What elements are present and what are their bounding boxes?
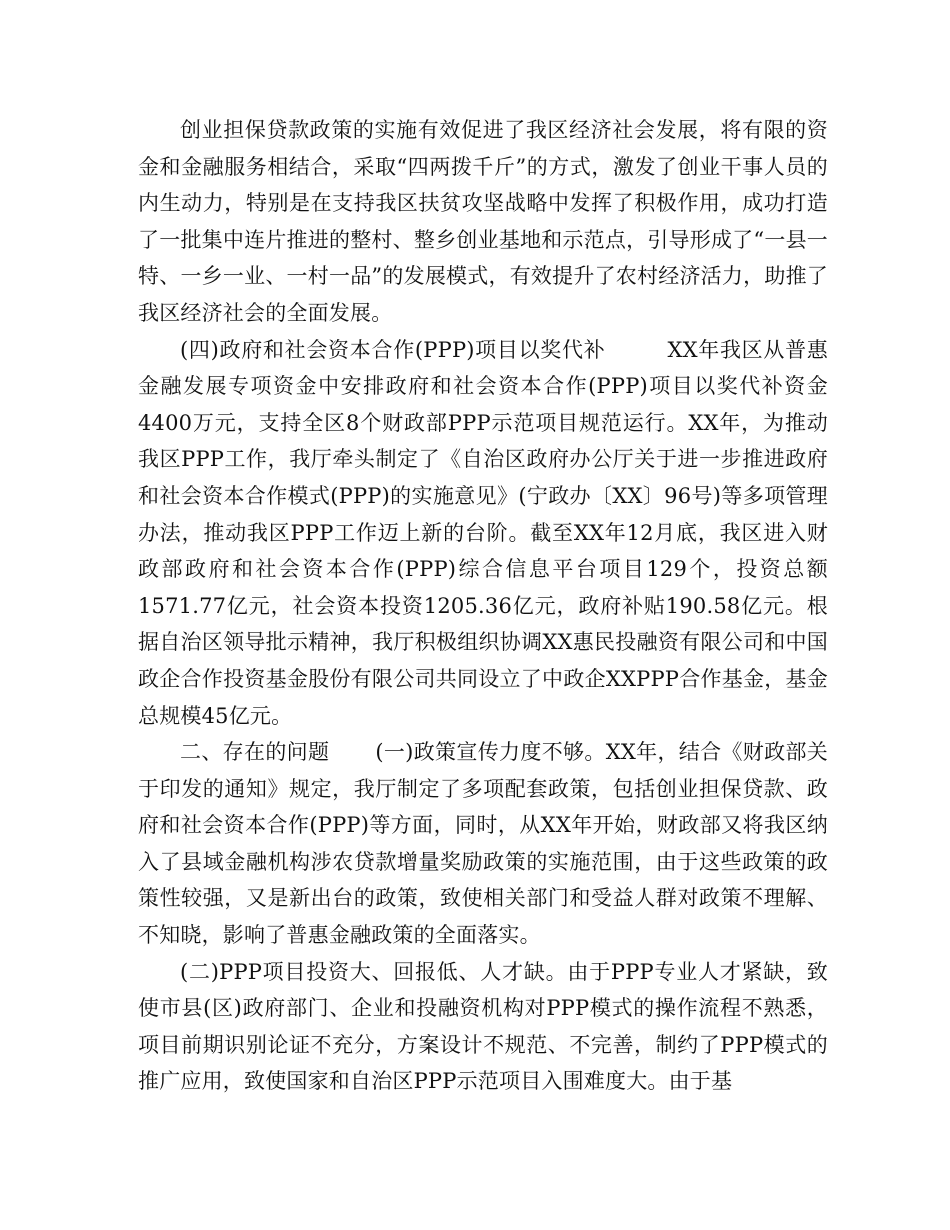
paragraph-4: [138, 954, 828, 1100]
paragraph-4-text: (二)PPP项目投资大、回报低、人才缺。由于PPP专业人才紧缺，致使市县(区)政府部门、企业和投融资机构对PPP模式的操作流程不熟悉，项目前期识别论证不充分，方案设计不规范、不完善，制约了PPP模式的推广应用，致使国家和自治区PPP示范项目入围难度大。由于基: [138, 959, 828, 1094]
section-heading-4: (四)政府和社会资本合作(PPP)项目以奖代补: [180, 337, 606, 362]
paragraph-1: [138, 112, 828, 332]
paragraph-3-text: (一)政策宣传力度不够。XX年，结合《财政部关于印发的通知》规定，我厅制定了多项配套政策，包括创业担保贷款、政府和社会资本合作(PPP)等方面，同时，从XX年开始，财政部又将我区纳入了县域金融机构涉农贷款增量奖励政策的实施范围，由于这些政策的政策性较强，又是新出台的政策，致使相关部门和受益人群对政策不理解、不知晓，影响了普惠金融政策的全面落实。: [138, 740, 828, 948]
paragraph-3: [138, 734, 828, 954]
paragraph-1-text: 创业担保贷款政策的实施有效促进了我区经济社会发展，将有限的资金和金融服务相结合，采取“四两拨千斤”的方式，激发了创业干事人员的内生动力，特别是在支持我区扶贫攻坚战略中发挥了积极作用，成功打造了一批集中连片推进的整村、整乡创业基地和示范点，引导形成了“一县一特、一乡一业、一村一品”的发展模式，有效提升了农村经济活力，助推了我区经济社会的全面发展。: [138, 118, 828, 325]
paragraph-2-text: XX年我区从普惠金融发展专项资金中安排政府和社会资本合作(PPP)项目以奖代补资金4400万元，支持全区8个财政部PPP示范项目规范运行。XX年，为推动我区PPP工作，我厅牵头制定了《自治区政府办公厅关于进一步推进政府和社会资本合作模式(PPP)的实施意见》(宁政办〔XX〕96号)等多项管理办法，推动我区PPP工作迈上新的台阶。截至XX年12月底，我区进入财政部政府和社会资本合作(PPP)综合信息平台项目129个，投资总额1571.77亿元，社会资本投资1205.36亿元，政府补贴190.58亿元。根据自治区领导批示精神，我厅积极组织协调XX惠民投融资有限公司和中国政企合作投资基金股份有限公司共同设立了中政企XXPPP合作基金，基金总规模45亿元。: [138, 337, 829, 728]
section-heading-problems: 二、存在的问题: [180, 740, 330, 765]
paragraph-2: [138, 332, 828, 735]
document-page: [138, 112, 828, 1100]
